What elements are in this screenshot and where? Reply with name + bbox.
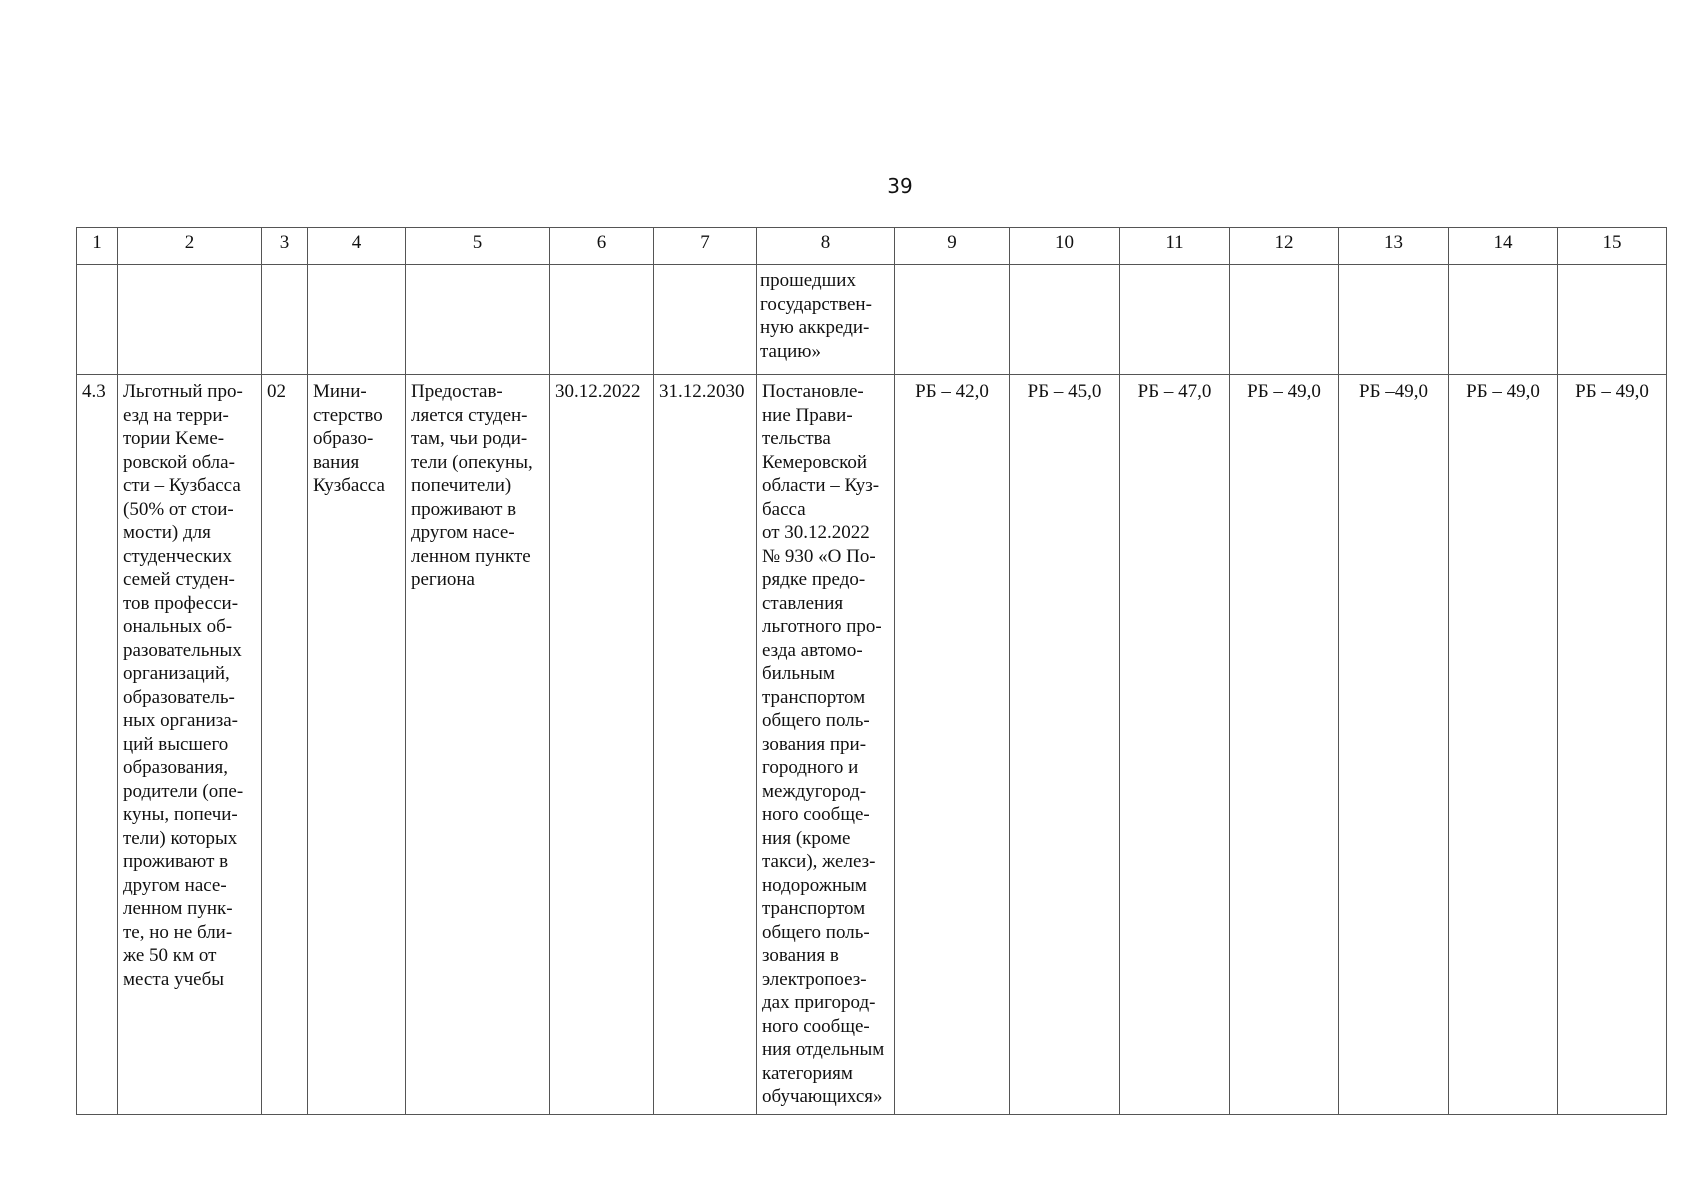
value-cell: РБ –49,0 <box>1339 375 1449 1115</box>
column-header: 8 <box>757 228 895 265</box>
condition-cell: Предостав- ляется студен- там, чьи роди- тели (опекуны, попечители) проживают в другом насе- ленном пункте региона <box>406 375 550 1115</box>
table-cell <box>895 265 1010 375</box>
column-header: 7 <box>654 228 757 265</box>
column-number-row <box>77 228 1667 265</box>
end-date-cell: 31.12.2030 <box>654 375 757 1115</box>
column-header: 14 <box>1449 228 1558 265</box>
column-header: 5 <box>406 228 550 265</box>
program-table <box>76 227 1667 1115</box>
table-cell <box>262 265 308 375</box>
legal-basis-cell: Постановле- ние Прави- тельства Кемеровской области – Куз- басса от 30.12.2022 № 930 «О По- рядке предо- ставления льготного про- езда автомо- бильным транспортом общего поль- зования при- городного и междугород- ного сообще- ния (кроме такси), желез- нодорожным транспортом общего поль- зования в электропоез- дах пригород- ного сообще- ния отдельным категориям обучающихся» <box>757 375 895 1115</box>
column-header: 11 <box>1120 228 1230 265</box>
basis-continuation-cell: прошедших государствен- ную аккреди- тацию» <box>757 265 895 375</box>
table-cell <box>1230 265 1339 375</box>
column-header: 2 <box>118 228 262 265</box>
table-cell <box>1120 265 1230 375</box>
table-cell <box>77 265 118 375</box>
column-header: 9 <box>895 228 1010 265</box>
value-cell: РБ – 45,0 <box>1010 375 1120 1115</box>
table-cell <box>550 265 654 375</box>
table-cell <box>654 265 757 375</box>
column-header: 15 <box>1558 228 1667 265</box>
measure-name-cell: Льготный про- езд на терри- тории Keме- ровской обла- сти – Кузбасса (50% от стои- мости) для студенческих семей студен- тов професси- ональных об- разовательных организаций, образователь- ных организа- ций высшего образования, родители (опе- куны, попечи- тели) которых проживают в другом насе- ленном пунк- те, но не бли- же 50 км от места учебы <box>118 375 262 1115</box>
table-cell <box>1339 265 1449 375</box>
column-header: 1 <box>77 228 118 265</box>
column-header: 10 <box>1010 228 1120 265</box>
column-header: 13 <box>1339 228 1449 265</box>
continuation-row <box>77 265 1667 375</box>
table-row <box>77 375 1667 1115</box>
column-header: 4 <box>308 228 406 265</box>
table-cell <box>406 265 550 375</box>
column-header: 6 <box>550 228 654 265</box>
page-number: 39 <box>887 174 913 198</box>
value-cell: РБ – 42,0 <box>895 375 1010 1115</box>
row-number-cell: 4.3 <box>77 375 118 1115</box>
table-cell <box>118 265 262 375</box>
table-cell <box>308 265 406 375</box>
table-cell <box>1558 265 1667 375</box>
value-cell: РБ – 49,0 <box>1449 375 1558 1115</box>
code-cell: 02 <box>262 375 308 1115</box>
value-cell: РБ – 47,0 <box>1120 375 1230 1115</box>
value-cell: РБ – 49,0 <box>1230 375 1339 1115</box>
column-header: 12 <box>1230 228 1339 265</box>
value-cell: РБ – 49,0 <box>1558 375 1667 1115</box>
column-header: 3 <box>262 228 308 265</box>
start-date-cell: 30.12.2022 <box>550 375 654 1115</box>
table-cell <box>1010 265 1120 375</box>
table-cell <box>1449 265 1558 375</box>
ministry-cell: Мини- стерство образо- вания Кузбасса <box>308 375 406 1115</box>
